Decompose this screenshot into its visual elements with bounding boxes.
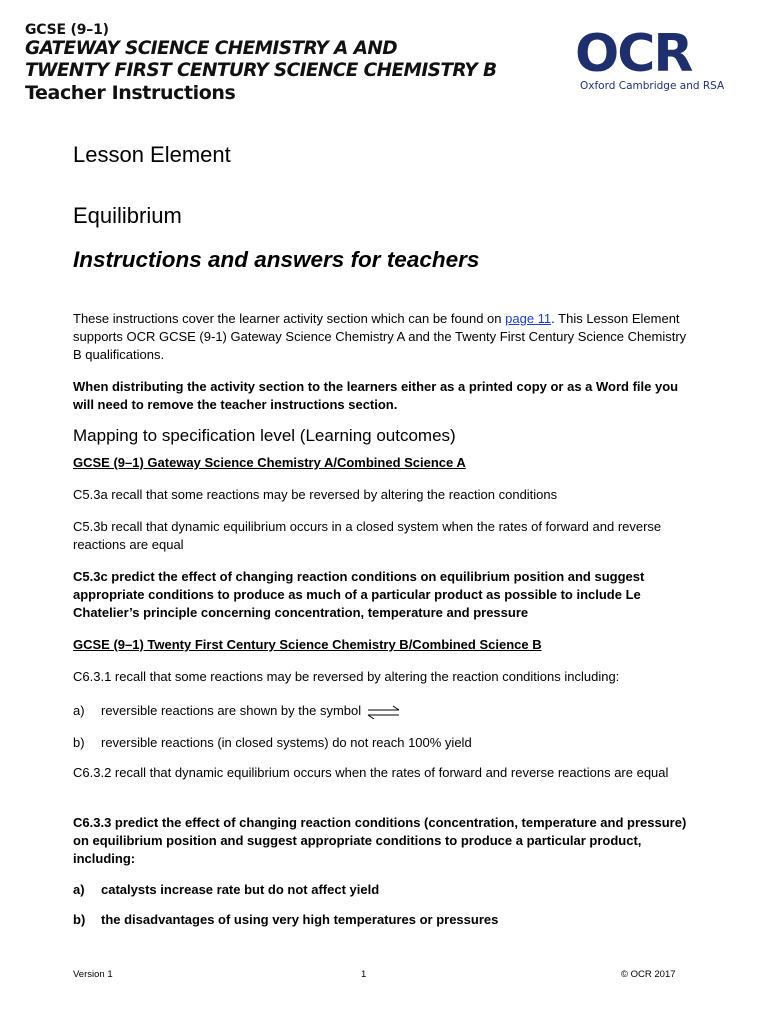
intro-text-end: . This Lesson Element supports OCR GCSE (9-1) Gateway Science Chemistry A and the Twenty First Century Science Chemistry B qualifications. (73, 311, 687, 362)
instructions-heading: Instructions and answers for teachers (73, 247, 480, 272)
topic-heading: Equilibrium (73, 203, 182, 228)
document-header (0, 0, 768, 112)
spec-c53c: C5.3c predict the effect of changing reaction conditions on equilibrium position and suggest appropriate conditions to produce as much of a particular product as possible to include Le Chatelier’s principle concerning concentration, temperature and pressure (73, 569, 645, 620)
spec-c53b: C5.3b recall that dynamic equilibrium occurs in a closed system when the rates of forward and reverse reactions are equal (73, 519, 662, 552)
ocr-logo-mark: OCR (575, 24, 692, 84)
page-11-link[interactable]: page 11 (505, 311, 552, 326)
footer-page-number: 1 (361, 969, 367, 980)
spec-c631: C6.3.1 recall that some reactions may be reversed by altering the reaction conditions including: (73, 669, 620, 684)
item-label: a) (73, 703, 85, 718)
distribution-notice: When distributing the activity section to the learners either as a printed copy or as a Word file you will need to remove the teacher instructions section. (73, 379, 679, 412)
document-type: Teacher Instructions (25, 82, 236, 104)
ocr-logo (575, 24, 740, 98)
footer-copyright: © OCR 2017 (621, 969, 676, 980)
ocr-logo-subtitle: Oxford Cambridge and RSA (580, 80, 725, 92)
item-text: reversible reactions (in closed systems) do not reach 100% yield (101, 735, 472, 750)
equilibrium-arrows-icon (367, 705, 401, 719)
intro-paragraph (73, 310, 693, 364)
spec-c632: C6.3.2 recall that dynamic equilibrium occurs when the rates of forward and reverse reactions are equal (73, 765, 669, 780)
footer-version: Version 1 (73, 969, 113, 980)
course-title-line-2: TWENTY FIRST CENTURY SCIENCE CHEMISTRY B (25, 60, 497, 81)
c631-item-b (73, 734, 693, 752)
spec-a-heading: GCSE (9–1) Gateway Science Chemistry A/Combined Science A (73, 455, 466, 470)
c633-item-a (73, 881, 693, 899)
spec-c633: C6.3.3 predict the effect of changing reaction conditions (concentration, temperature and pressure) on equilibrium position and suggest appropriate conditions to produce a particular product, including: (73, 815, 687, 866)
item-label: b) (73, 912, 86, 927)
lesson-element-heading: Lesson Element (73, 142, 231, 167)
intro-text-start: These instructions cover the learner activity section which can be found on (73, 311, 506, 326)
qualification-level: GCSE (9–1) (25, 22, 109, 38)
mapping-heading: Mapping to specification level (Learning outcomes) (73, 426, 456, 445)
item-label: a) (73, 882, 85, 897)
item-text: reversible reactions are shown by the symbol (101, 702, 401, 720)
spec-c53a: C5.3a recall that some reactions may be reversed by altering the reaction conditions (73, 487, 558, 502)
item-label: b) (73, 735, 85, 750)
c633-item-b (73, 911, 693, 929)
spec-b-heading: GCSE (9–1) Twenty First Century Science Chemistry B/Combined Science B (73, 637, 542, 652)
c631-item-a (73, 702, 693, 720)
item-text: catalysts increase rate but do not affect yield (101, 882, 380, 897)
item-text: the disadvantages of using very high temperatures or pressures (101, 912, 499, 927)
course-title-line-1: GATEWAY SCIENCE CHEMISTRY A AND (25, 38, 397, 59)
